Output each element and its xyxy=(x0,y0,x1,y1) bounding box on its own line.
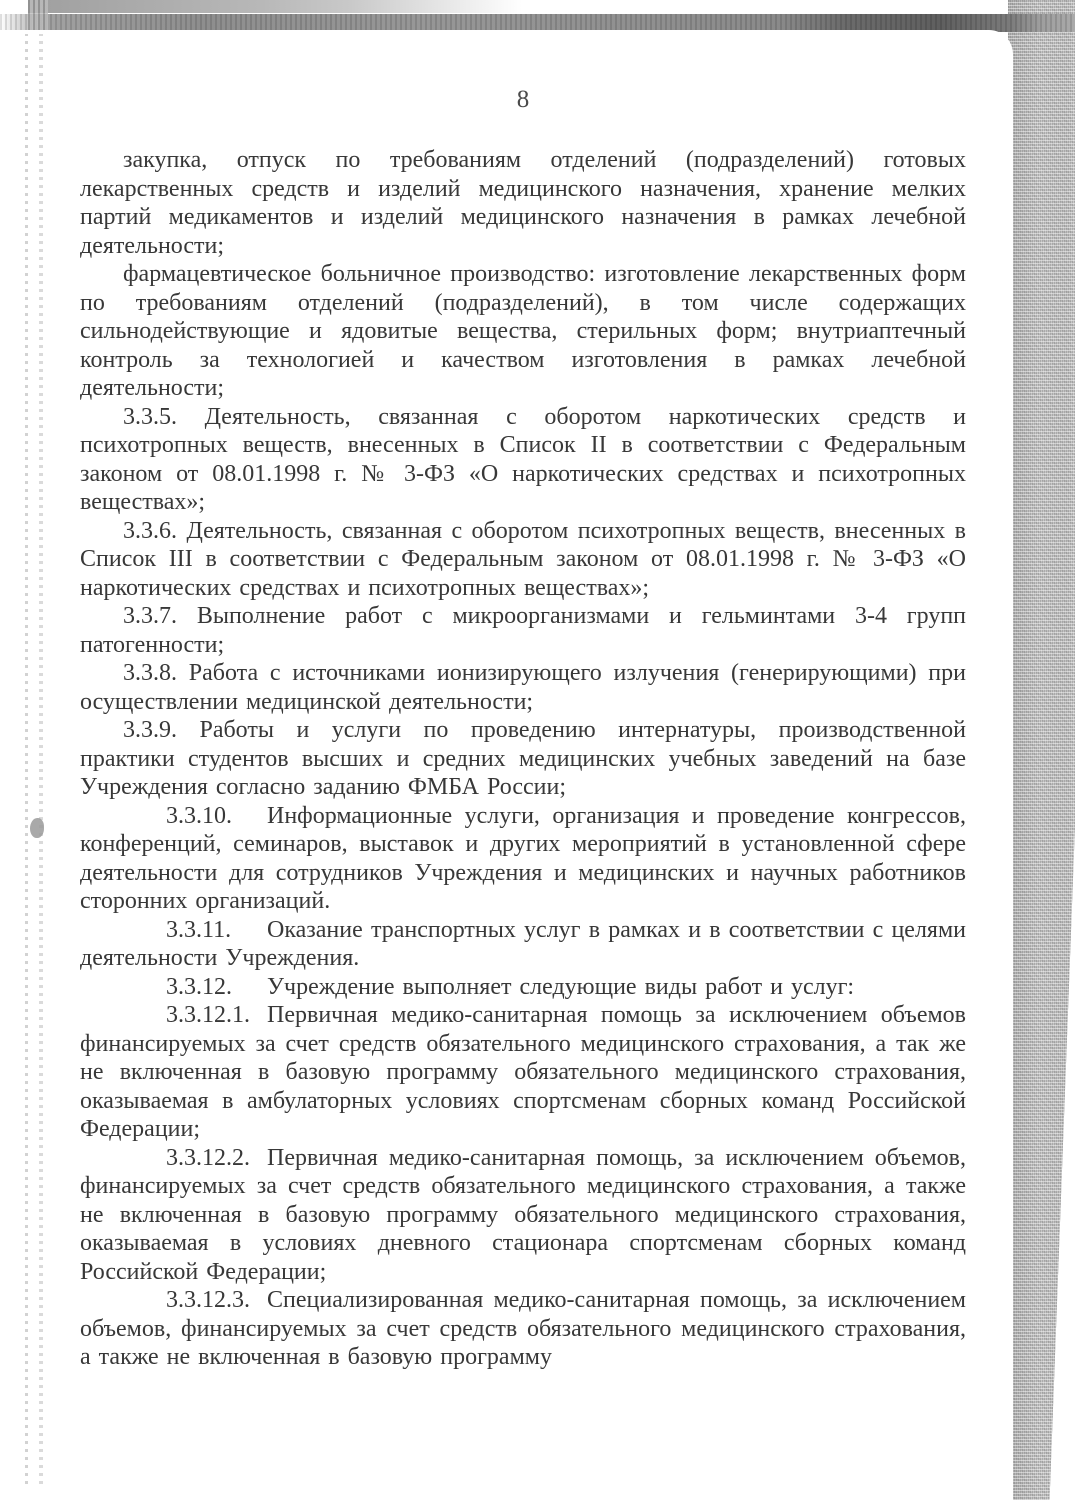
clause-number: 3.3.7. xyxy=(123,603,177,629)
scan-artifact-left-streak xyxy=(39,34,43,1484)
paper-sheet xyxy=(0,30,1013,1500)
clause-text: фармацевтическое больничное производство: изготовление лекарственных форм по требованиям отделений (подразделений), в том числе содержащих сильнодействующие и ядовитые вещества, стерильных форм; внутриаптечный контроль за технологией и качеством изготовления в рамках лечебной деятельности; xyxy=(80,261,966,401)
clause-number: 3.3.5. xyxy=(123,403,177,430)
paragraph xyxy=(80,716,966,802)
paragraph xyxy=(80,1286,966,1372)
paragraph xyxy=(80,802,966,916)
clause-text: Выполнение работ с микроорганизмами и гельминтами 3-4 групп патогенности; xyxy=(80,603,966,658)
clause-number: 3.3.10. xyxy=(166,802,232,829)
paragraph xyxy=(80,973,966,1002)
scan-artifact-top-smudge xyxy=(28,0,548,13)
clause-text: Оказание транспортных услуг в рамках и в соответствии с целями деятельности Учреждения. xyxy=(80,916,966,971)
clause-text: Первичная медико-санитарная помощь, за исключением объемов, финансируемых за счет средств обязательного медицинского страхования, а также не включенная в базовую программу обязательного медицинского страхования, оказываемая в условиях дневного стационара спортсменам сборных команд Российской Федерации; xyxy=(80,1144,966,1285)
clause-text: Деятельность, связанная с оборотом наркотических средств и психотропных веществ, внесенных в Список II в соответствии с Федеральным законом от 08.01.1998 г. № 3-ФЗ «О наркотических средствах и психотропных веществах»; xyxy=(80,403,967,515)
clause-number: 3.3.6. xyxy=(123,517,177,544)
clause-text: закупка, отпуск по требованиям отделений (подразделений) готовых лекарственных средств и изделий медицинского назначения, хранение мелких партий медикаментов и изделий медицинского назначения в рамках лечебной деятельности; xyxy=(80,147,966,259)
clause-number: 3.3.9. xyxy=(123,717,177,743)
scan-artifact-corner-smudge xyxy=(28,0,48,34)
paragraph xyxy=(80,916,966,973)
scan-artifact-right-band xyxy=(1008,0,1075,1500)
paragraph xyxy=(80,602,966,659)
clause-text: Учреждение выполняет следующие виды работ и услуг: xyxy=(267,973,855,1000)
paragraph xyxy=(80,1001,966,1144)
clause-text: Работа с источниками ионизирующего излучения (генерирующими) при осуществлении медицинской деятельности; xyxy=(80,660,966,715)
clause-number: 3.3.11. xyxy=(166,916,232,943)
clause-number: 3.3.12. xyxy=(166,973,232,1000)
paragraph xyxy=(80,1144,966,1287)
paragraph xyxy=(80,517,966,603)
clause-text: Информационные услуги, организация и проведение конгрессов, конференций, семинаров, выставок и других мероприятий в установленной сфере деятельности для сотрудников Учреждения и медицинских и научных работников сторонних организаций. xyxy=(80,802,966,914)
page-number: 8 xyxy=(516,86,530,113)
scan-artifact-ink-blob xyxy=(30,818,44,838)
clause-number: 3.3.12.2. xyxy=(166,1144,250,1171)
paragraph xyxy=(80,260,966,403)
clause-text: Первичная медико-санитарная помощь за исключением объемов финансируемых за счет средств обязательного медицинского страхования, а так же не включенная в базовую программу обязательного медицинского страхования, оказываемая в амбулаторных условиях спортсменам сборных команд Российской Федерации; xyxy=(80,1002,966,1142)
scan-artifact-left-streak xyxy=(25,34,28,1484)
document-body xyxy=(80,146,966,1372)
paragraph xyxy=(80,403,966,517)
paragraph xyxy=(80,659,966,716)
clause-text: Деятельность, связанная с оборотом психотропных веществ, внесенных в Список III в соответствии с Федеральным законом от 08.01.1998 г. № 3-ФЗ «О наркотических средствах и психотропных веществах»; xyxy=(80,517,967,601)
clause-number: 3.3.8. xyxy=(123,660,177,686)
clause-text: Специализированная медико-санитарная помощь, за исключением объемов, финансируемых за счет средств обязательного медицинского страхования, а также не включенная в базовую программу xyxy=(80,1287,966,1370)
clause-text: Работы и услуги по проведению интернатуры, производственной практики студентов высших и средних медицинских учебных заведений на базе Учреждения согласно заданию ФМБА России; xyxy=(80,717,967,800)
paragraph xyxy=(80,146,966,260)
clause-number: 3.3.12.1. xyxy=(166,1002,250,1028)
clause-number: 3.3.12.3. xyxy=(166,1287,250,1313)
